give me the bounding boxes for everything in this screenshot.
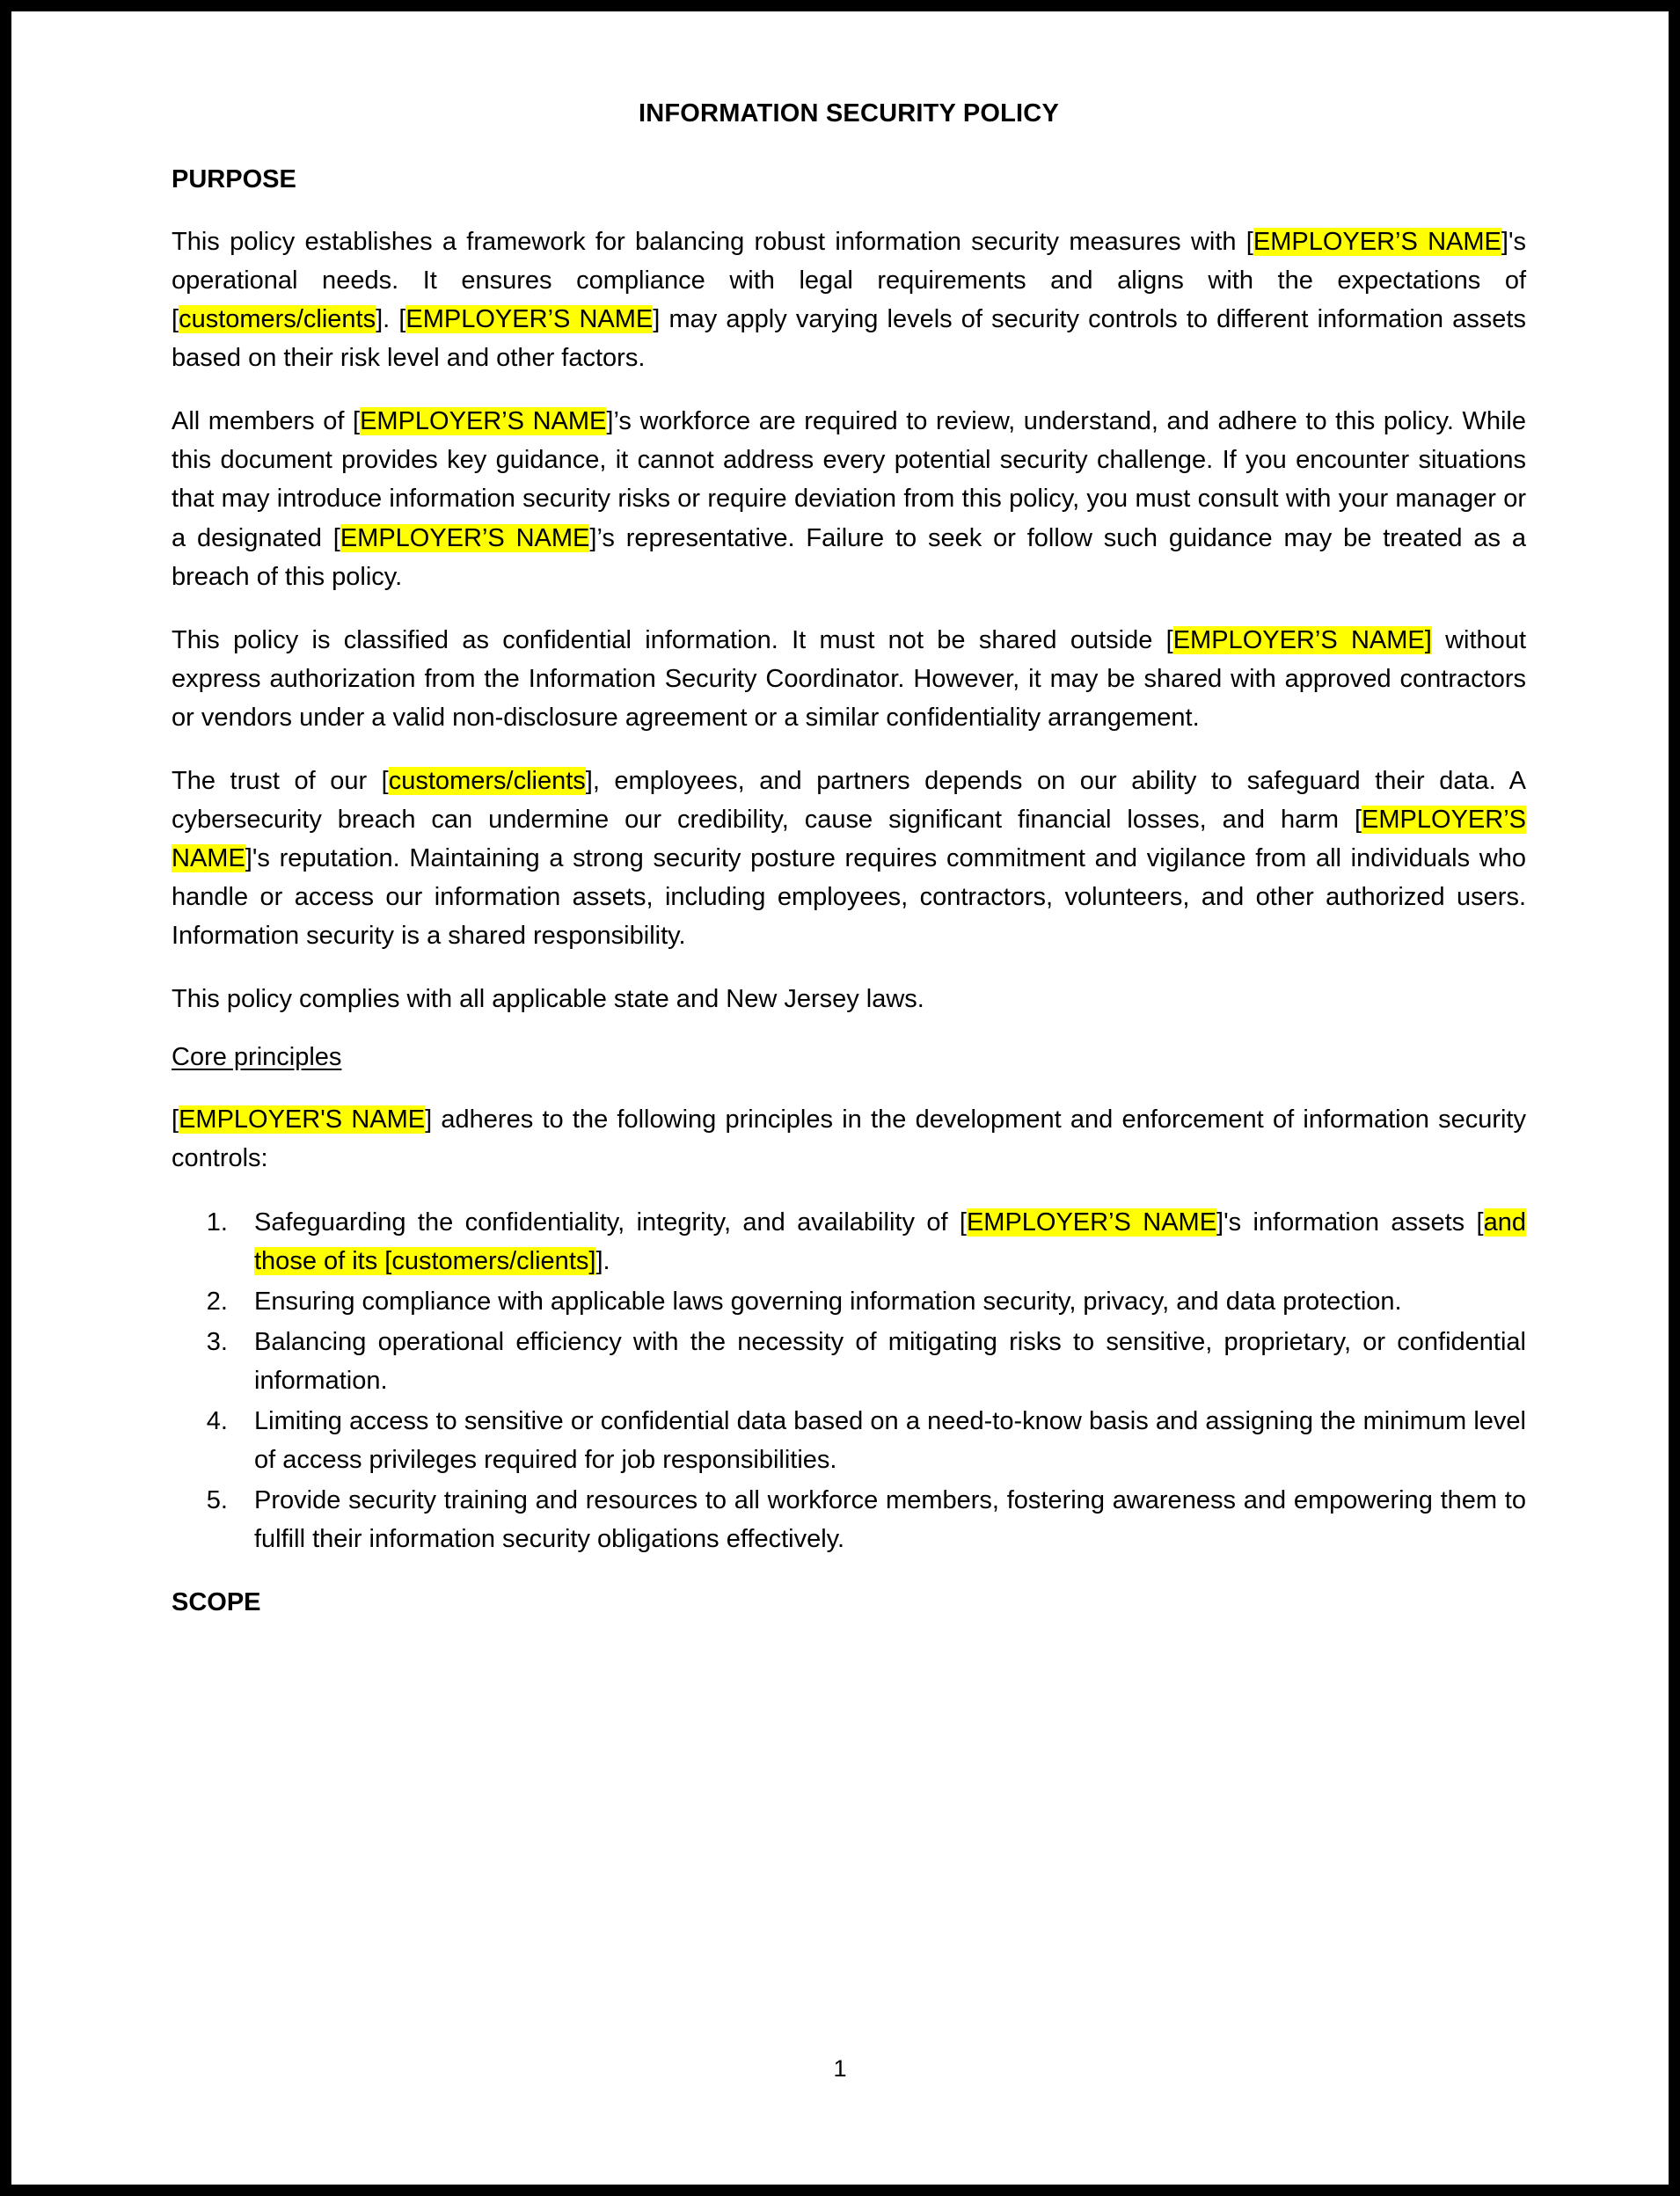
highlight-employer-name: EMPLOYER’S NAME bbox=[966, 1207, 1217, 1237]
text-segment: Limiting access to sensitive or confidential data based on a need-to-know basis and assigning the minimum level of access privileges required for job responsibilities. bbox=[254, 1406, 1526, 1475]
text-segment: ]. [ bbox=[376, 305, 406, 334]
paragraph-core-principles-intro bbox=[172, 1100, 1526, 1178]
text-segment: ]'s operational needs. It ensures compliance with legal requirements and aligns with the expectations of [ bbox=[172, 228, 1526, 334]
text-segment: ]'s information assets [ bbox=[1216, 1207, 1484, 1237]
core-principles-heading: Core principles bbox=[172, 1043, 342, 1072]
document-body bbox=[172, 99, 1526, 1617]
page-number: 1 bbox=[833, 2055, 847, 2082]
list-item bbox=[235, 1203, 1526, 1280]
highlight-employer-name: EMPLOYER’S NAME bbox=[172, 806, 1526, 873]
text-segment: without express authorization from the Information Security Coordinator. However, it may be shared with approved contractors or vendors under a valid non-disclosure agreement or a similar confidentiality arrangement. bbox=[172, 625, 1527, 732]
highlight-employer-name: EMPLOYER’S NAME bbox=[360, 407, 607, 436]
highlight-employer-name: EMPLOYER’S NAME bbox=[405, 305, 654, 334]
text-segment: This policy establishes a framework for balancing robust information security measures with [ bbox=[172, 228, 1253, 256]
list-item bbox=[235, 1402, 1526, 1479]
text-segment: Safeguarding the confidentiality, integrity, and availability of [ bbox=[254, 1207, 967, 1237]
purpose-heading: PURPOSE bbox=[172, 165, 296, 193]
text-segment: Ensuring compliance with applicable laws governing information security, privacy, and data protection. bbox=[254, 1287, 1402, 1316]
highlight-employer-name: EMPLOYER'S NAME bbox=[179, 1105, 426, 1134]
text-segment: ]'s reputation. Maintaining a strong security posture requires commitment and vigilance from all individuals who handle or access our information assets, including employees, contractors, volunteers, and other authorized users. Information security is a shared responsibility. bbox=[172, 844, 1526, 951]
paragraph-purpose-1 bbox=[172, 223, 1526, 377]
highlight-employer-name: EMPLOYER’S NAME] bbox=[1172, 625, 1432, 654]
core-principles-list bbox=[172, 1203, 1526, 1559]
text-segment: ]’s workforce are required to review, understand, and adhere to this policy. While this document provides key guidance, it cannot address every potential security challenge. If you encounter situations that may introduce information security risks or require deviation from this policy, you must consult with your manager or a designated [ bbox=[172, 407, 1526, 552]
highlight-customers-clients: customers/clients bbox=[179, 305, 376, 334]
highlight-customers-clients: customers/clients bbox=[388, 766, 586, 795]
paragraph-purpose-4 bbox=[172, 762, 1526, 955]
highlight-employer-name: EMPLOYER’S NAME bbox=[1253, 228, 1501, 256]
text-segment: All members of [ bbox=[172, 407, 361, 436]
text-segment: ] may apply varying levels of security controls to different information assets based on their risk level and other factors. bbox=[172, 305, 1526, 373]
highlight-employer-name: EMPLOYER’S NAME bbox=[340, 523, 590, 552]
list-item bbox=[235, 1323, 1526, 1400]
text-segment: Provide security training and resources to all workforce members, fostering awareness and empowering them to fulfill their information security obligations effectively. bbox=[254, 1486, 1526, 1554]
text-segment: ] adheres to the following principles in the development and enforcement of information security controls: bbox=[172, 1105, 1526, 1173]
paragraph-purpose-2 bbox=[172, 402, 1526, 595]
text-segment: ]’s representative. Failure to seek or follow such guidance may be treated as a breach of this policy. bbox=[172, 523, 1526, 591]
text-segment: [ bbox=[172, 1105, 179, 1134]
list-item bbox=[235, 1282, 1526, 1321]
text-segment: This policy is classified as confidential information. It must not be shared outside [ bbox=[172, 625, 1173, 654]
scope-heading: SCOPE bbox=[172, 1588, 261, 1617]
text-segment: ], employees, and partners depends on our ability to safeguard their data. A cybersecurity breach can undermine our credibility, cause significant financial losses, and harm [ bbox=[172, 766, 1526, 835]
text-segment: Balancing operational efficiency with the necessity of mitigating risks to sensitive, proprietary, or confidential information. bbox=[254, 1327, 1526, 1395]
text-segment: ]. bbox=[595, 1246, 610, 1275]
text-segment: The trust of our [ bbox=[172, 766, 389, 795]
list-item bbox=[235, 1481, 1526, 1558]
highlight-customers-clients: and those of its [customers/clients] bbox=[254, 1207, 1526, 1275]
document-title: INFORMATION SECURITY POLICY bbox=[638, 99, 1059, 128]
paragraph-state-laws: This policy complies with all applicable state and New Jersey laws. bbox=[172, 985, 924, 1014]
paragraph-purpose-3 bbox=[172, 621, 1526, 737]
